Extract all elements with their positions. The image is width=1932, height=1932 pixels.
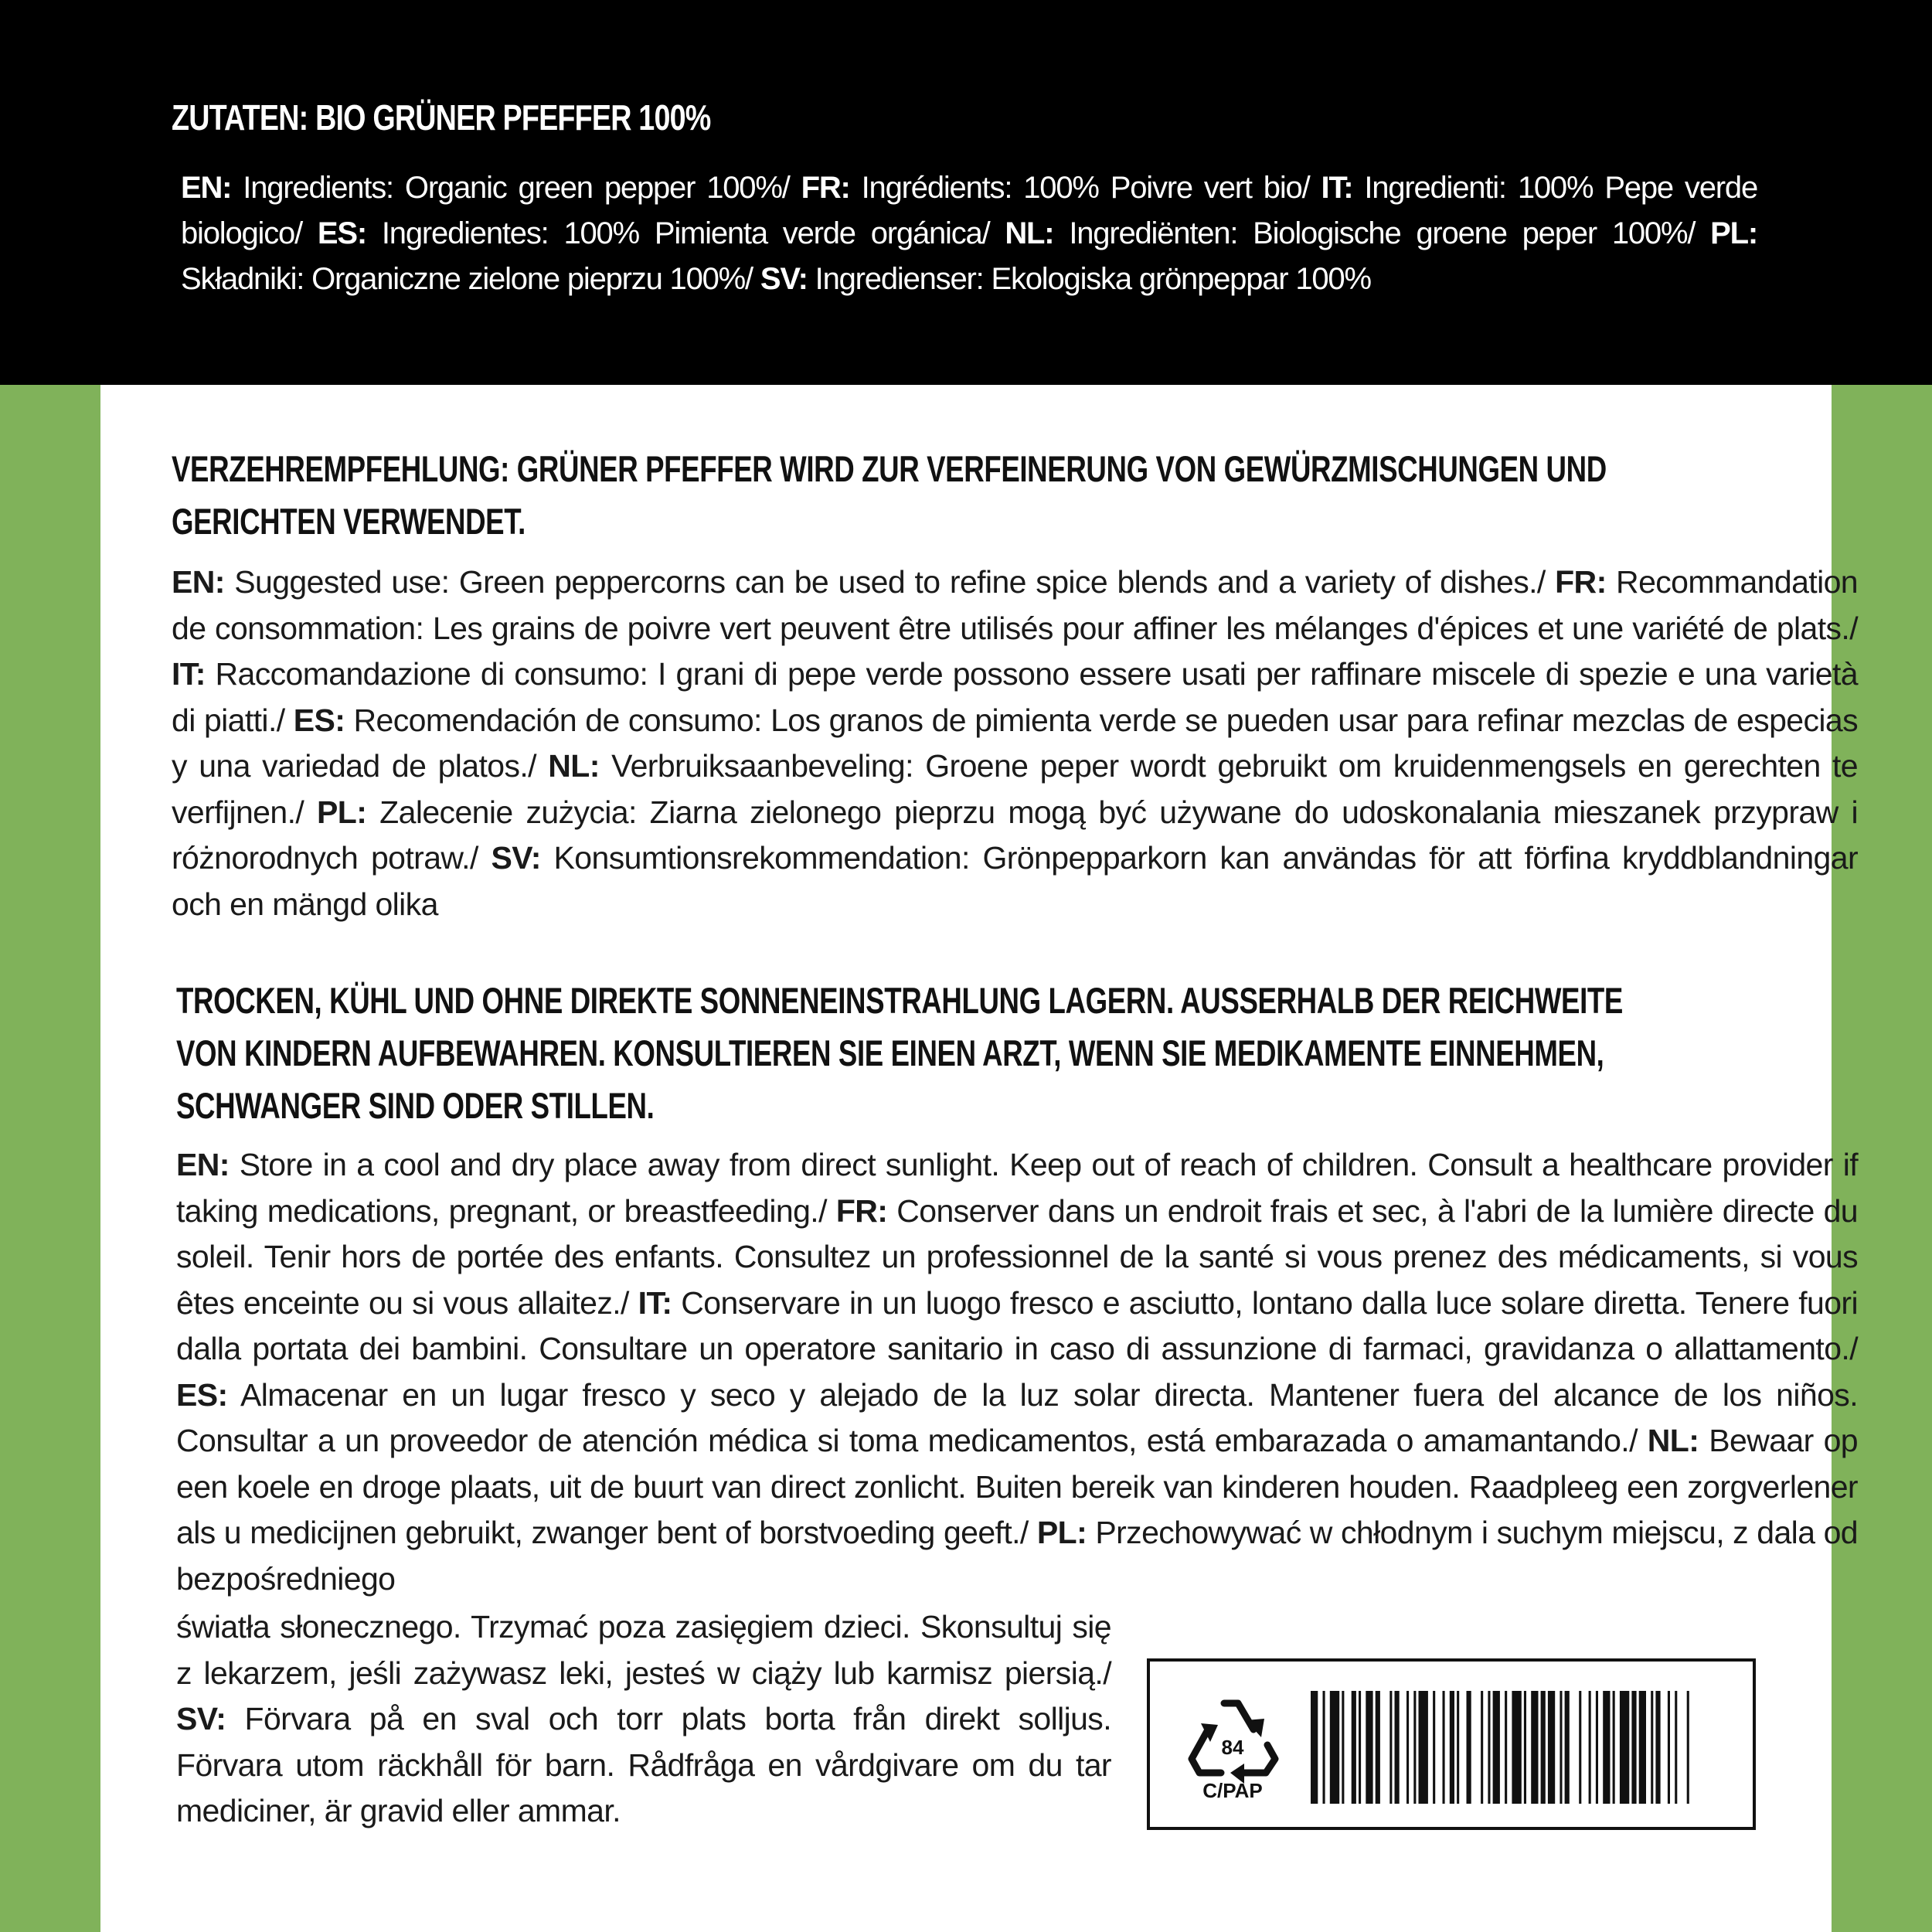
translation-text: Recommandation de consommation: Les grains de poivre vert peuvent être utilisés pour affiner les mélanges d'épices et une variété de plats./	[172, 564, 1858, 646]
ingredients-translations	[181, 165, 1757, 302]
translation-text: Conservare in un luogo fresco e asciutto, lontano dalla luce solare diretta. Tenere fuori dalla portata dei bambini. Consultare un operatore sanitario in caso di assunzione di farmaci, gravidanza o allattamento./	[176, 1284, 1858, 1366]
language-code: NL:	[1647, 1423, 1699, 1458]
barcode-bar	[1651, 1691, 1653, 1804]
recycling-code: 84	[1221, 1736, 1244, 1759]
translation-text: Verbruiksaanbeveling: Groene peper wordt gebruikt om kruidenmengsels en gerechten te verfijnen./	[172, 748, 1859, 830]
barcode-bar	[1579, 1691, 1581, 1804]
translation-text: Suggested use: Green peppercorns can be used to refine spice blends and a variety of dishes./	[224, 564, 1556, 600]
barcode-bar	[1433, 1691, 1435, 1804]
translation-text: Ingrédients: 100% Poivre vert bio/	[849, 171, 1321, 205]
barcode-bar	[1668, 1691, 1670, 1804]
translation-text: Składniki: Organiczne zielone pieprzu 100%/	[181, 262, 760, 296]
barcode-bar	[1613, 1691, 1615, 1804]
language-code: PL:	[1710, 216, 1757, 250]
barcode-bar	[1565, 1691, 1570, 1804]
barcode-bar	[1687, 1691, 1689, 1804]
usage-heading-line-2: GERICHTEN VERWENDET.	[172, 501, 526, 542]
storage-heading-line-3: SCHWANGER SIND ODER STILLEN.	[176, 1085, 655, 1126]
barcode-bar	[1457, 1691, 1459, 1804]
barcode-bar	[1376, 1691, 1380, 1804]
barcode-bar	[1406, 1691, 1409, 1804]
barcode-bar	[1352, 1691, 1356, 1804]
translation-text: Recomendación de consumo: Los granos de pimienta verde se pueden usar para refinar mezclas de especias y una variedad de platos./	[172, 702, 1858, 784]
language-code: IT:	[172, 656, 206, 692]
language-code: PL:	[317, 794, 367, 830]
barcode-bar	[1548, 1691, 1555, 1804]
translation-text: Förvara på en sval och torr plats borta från direkt solljus. Förvara utom räckhåll för barn. Rådfråga en vårdgivare om du tar mediciner, är gravid eller ammar.	[176, 1701, 1111, 1828]
translation-text: Konsumtionsrekommendation: Grönpepparkorn kan användas för att förfina kryddblandningar och en mängd olika	[172, 840, 1859, 922]
barcode-bar	[1512, 1691, 1521, 1804]
translation-text: Raccomandazione di consumo: I grani di pepe verde possono essere usati per raffinare miscele di spezie e una varietà di piatti./	[172, 656, 1858, 738]
translation-text: Ingrediënten: Biologische groene peper 100%/	[1053, 216, 1711, 250]
recycling-material: C/PAP	[1202, 1779, 1263, 1801]
barcode-bar	[1419, 1691, 1428, 1804]
language-code: ES:	[317, 216, 366, 250]
translation-text: Store in a cool and dry place away from direct sunlight. Keep out of reach of children. Consult a healthcare provider if taking medications, pregnant, or breastfeeding./	[176, 1147, 1858, 1229]
language-code: ES:	[176, 1376, 228, 1413]
barcode-bar	[1541, 1691, 1546, 1804]
barcode-bar	[1311, 1691, 1318, 1804]
storage-translations-continued	[176, 1604, 1111, 1835]
barcode-bar	[1620, 1691, 1629, 1804]
language-code: FR:	[835, 1192, 888, 1229]
packaging-info-box	[1147, 1658, 1756, 1830]
barcode-bar	[1655, 1691, 1660, 1804]
language-code: IT:	[1321, 171, 1353, 205]
barcode-bar	[1596, 1691, 1598, 1804]
barcode-bar	[1493, 1691, 1500, 1804]
recycling-triangle-icon	[1184, 1692, 1284, 1801]
barcode-bar	[1413, 1691, 1416, 1804]
ingredients-band	[0, 0, 1932, 385]
language-code: FR:	[801, 171, 850, 205]
barcode-bar	[1481, 1691, 1483, 1804]
barcode-bar	[1505, 1691, 1507, 1804]
translation-text: Przechowywać w chłodnym i suchym miejscu, z dala od bezpośredniego	[176, 1515, 1858, 1597]
translation-text: Almacenar en un lugar fresco y seco y alejado de la luz solar directa. Mantener fuera del alcance de los niños. Consultar a un proveedor de atención médica si toma medicamentos, está embarazada o amamantando./	[176, 1376, 1858, 1458]
barcode-bar	[1589, 1691, 1591, 1804]
barcode-bar	[1631, 1691, 1636, 1804]
barcode-bar	[1443, 1691, 1445, 1804]
barcode-bar	[1488, 1691, 1490, 1804]
translation-text: światła słonecznego. Trzymać poza zasięgiem dzieci. Skonsultuj się z lekarzem, jeśli zażywasz leki, jesteś w ciąży lub karmisz piersią./	[176, 1609, 1111, 1691]
barcode-icon	[1311, 1691, 1736, 1804]
language-code: EN:	[181, 171, 232, 205]
translation-text: Zalecenie zużycia: Ziarna zielonego pieprzu mogą być używane do udoskonalania mieszanek przypraw i różnorodnych potraw./	[172, 794, 1858, 876]
storage-translations	[176, 1142, 1858, 1602]
barcode-bar	[1389, 1691, 1392, 1804]
translation-text: Ingredientes: 100% Pimienta verde orgánica/	[366, 216, 1005, 250]
barcode-bar	[1450, 1691, 1454, 1804]
translation-text: Ingredienser: Ekologiska grönpeppar 100%	[807, 262, 1371, 296]
translation-text: Ingredienti: 100% Pepe verde biologico/	[181, 171, 1757, 250]
language-code: ES:	[293, 702, 345, 738]
language-code: PL:	[1036, 1515, 1087, 1550]
barcode-bar	[1675, 1691, 1677, 1804]
language-code: NL:	[1005, 216, 1054, 250]
translation-text: Bewaar op een koele en droge plaats, uit de buurt van direct zonlicht. Buiten bereik van kinderen houden. Raadpleeg een zorgverlener als u medicijnen gebruikt, zwanger bent of borstvoeding geeft./	[176, 1423, 1858, 1550]
usage-translations	[172, 560, 1858, 927]
language-code: SV:	[491, 840, 541, 876]
barcode-bar	[1524, 1691, 1526, 1804]
language-code: FR:	[1555, 564, 1607, 600]
language-code: EN:	[176, 1147, 230, 1182]
barcode-bar	[1323, 1691, 1325, 1804]
language-code: SV:	[760, 262, 808, 296]
ingredients-heading: ZUTATEN: BIO GRÜNER PFEFFER 100%	[172, 97, 711, 138]
language-code: SV:	[176, 1701, 226, 1736]
language-code: EN:	[172, 564, 225, 600]
language-code: NL:	[548, 748, 600, 784]
barcode-bar	[1359, 1691, 1361, 1804]
storage-heading-line-2: VON KINDERN AUFBEWAHREN. KONSULTIEREN SIE EINEN ARZT, WENN SIE MEDIKAMENTE EINNEHMEN,	[176, 1032, 1604, 1073]
barcode-bar	[1531, 1691, 1538, 1804]
translation-text: Conserver dans un endroit frais et sec, à l'abri de la lumière directe du soleil. Tenir hors de portée des enfants. Consultez un professionnel de la santé si vous prenez des médicaments, si vous êtes enceinte ou si vous allaitez./	[176, 1192, 1858, 1321]
storage-heading-line-1: TROCKEN, KÜHL UND OHNE DIREKTE SONNENEINSTRAHLUNG LAGERN. AUSSERHALB DER REICHWEITE	[176, 980, 1623, 1021]
barcode-bar	[1639, 1691, 1646, 1804]
barcode-bar	[1603, 1691, 1610, 1804]
barcode-bar	[1342, 1691, 1344, 1804]
barcode-bar	[1395, 1691, 1400, 1804]
usage-heading-line-1: VERZEHREMPFEHLUNG: GRÜNER PFEFFER WIRD ZUR VERFEINERUNG VON GEWÜRZMISCHUNGEN UND	[172, 448, 1607, 489]
barcode-bar	[1560, 1691, 1562, 1804]
language-code: IT:	[638, 1284, 672, 1321]
translation-text: Ingredients: Organic green pepper 100%/	[231, 171, 801, 205]
barcode-bar	[1366, 1691, 1372, 1804]
barcode-bar	[1330, 1691, 1339, 1804]
barcode-bar	[1467, 1691, 1471, 1804]
